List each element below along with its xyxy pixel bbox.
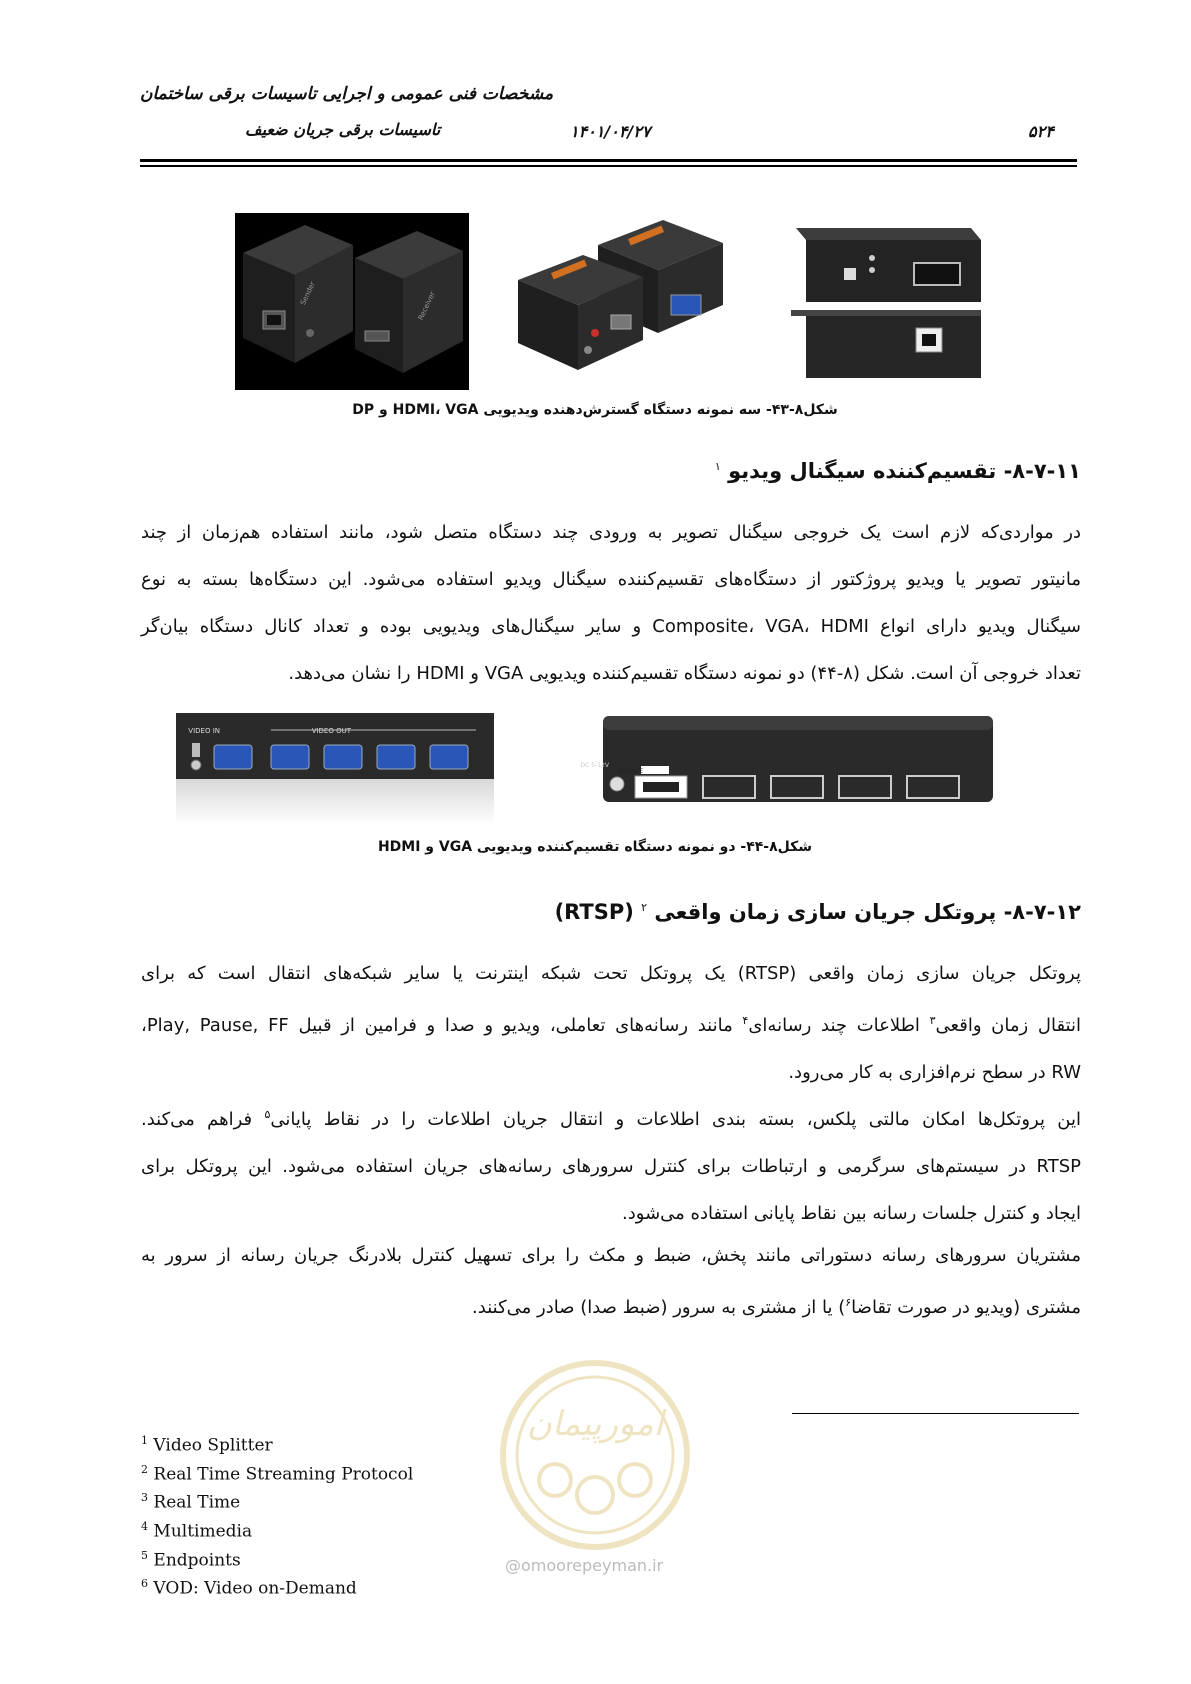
footnote-ref-6: ۶ <box>845 1296 852 1309</box>
section-12-p1-line-2-end: مانند رسانه‌های تعاملی، ویدیو و صدا و فرامین از قبیل Play, Pause, FF، <box>141 1015 743 1036</box>
section-12-p2-line-2: RTSP در سیستم‌های سرگرمی و ارتباطات برای کنترل سرورهای رسانه‌های جریان استفاده می‌شود. این پروتکل برای <box>141 1156 1081 1177</box>
section-12-paragraph-2 <box>141 1091 1081 1237</box>
footnote-ref-5: ۵ <box>264 1108 271 1121</box>
footnote-number: 4 <box>141 1519 148 1533</box>
vga-extender-image <box>513 215 735 390</box>
section-12-p2-line-1 <box>141 1091 1081 1143</box>
footnote-item <box>141 1544 413 1573</box>
footnote-number: 2 <box>141 1462 148 1476</box>
footnote-item <box>141 1458 413 1487</box>
header-date: ۱۴۰۱/۰۴/۲۷ <box>570 122 651 141</box>
section-12-heading <box>555 900 1081 924</box>
section-12-p1-line-1: پروتکل جریان سازی زمان واقعی (RTSP) یک پروتکل تحت شبکه اینترنت یا سایر شبکه‌های انتقال است که برای <box>141 963 1081 984</box>
section-11-footnote-ref: ۱ <box>714 460 721 473</box>
section-12-p1-line-2-start: انتقال زمان واقعی <box>935 1015 1082 1036</box>
section-11-line-1: در مواردی‌که لازم است یک خروجی سیگنال تصویر به ورودی چند دستگاه متصل شود، مانند استفاده هم‌زمان از چند <box>141 522 1081 543</box>
section-12-p3-line-2-end: ) یا از مشتری به سرور (ضبط صدا) صادر می‌کنند. <box>472 1297 846 1318</box>
watermark-site: @omoorepeyman.ir <box>505 1556 664 1575</box>
section-11-heading <box>715 459 1081 483</box>
figure-43-caption: شکل۸-۴۳- سه نمونه دستگاه گسترش‌دهنده ویدیویی HDMI، VGA و DP <box>352 402 838 418</box>
section-11-paragraph <box>141 509 1081 697</box>
section-12-paragraph-1 <box>141 950 1081 1096</box>
section-12-p2-line-1-end: فراهم می‌کند. <box>141 1109 265 1130</box>
footnote-item <box>141 1572 413 1601</box>
footnote-number: 3 <box>141 1491 148 1505</box>
footnote-number: 6 <box>141 1577 148 1591</box>
footnote-text: Multimedia <box>153 1521 253 1542</box>
section-12-heading-text: ۸-۷-۱۲- پروتکل جریان سازی زمان واقعی <box>654 900 1081 924</box>
section-12-paragraph-3 <box>141 1232 1081 1331</box>
section-11-line-4: تعداد خروجی آن است. شکل (۸-۴۴) دو نمونه دستگاه تقسیم‌کننده ویدیویی VGA و HDMI را نشان می‌دهد. <box>288 663 1081 684</box>
hdmi-splitter-image <box>580 712 995 810</box>
svg-text:Receiver: Receiver <box>416 290 437 322</box>
hdmi-splitter-label-source: SOURCE <box>618 768 643 775</box>
footnote-text: Video Splitter <box>153 1435 273 1456</box>
hdmi-extender-image <box>235 213 469 390</box>
book-title: مشخصات فنی عمومی و اجرایی تاسیسات برقی ساختمان <box>140 84 554 104</box>
vga-splitter-label-in: VIDEO IN <box>188 727 220 735</box>
section-12-p1-line-2 <box>141 997 1081 1049</box>
dp-extender-image <box>786 218 986 390</box>
footnote-rule <box>792 1413 1079 1414</box>
section-12-p2-line-3: ایجاد و کنترل جلسات رسانه بین نقاط پایانی استفاده می‌شود. <box>622 1203 1081 1224</box>
footnote-text: VOD: Video on-Demand <box>153 1578 357 1599</box>
vga-splitter-image <box>176 713 494 825</box>
footnote-text: Real Time <box>153 1492 241 1513</box>
footnotes <box>141 1429 413 1601</box>
footnote-ref-4: ۴ <box>742 1014 749 1027</box>
watermark-logo <box>490 1350 700 1580</box>
section-12-footnote-ref: ۲ <box>641 901 648 914</box>
page-number: ۵۲۴ <box>1028 122 1054 141</box>
section-12-p2-line-1-start: این پروتکل‌ها امکان مالتی پلکس، بسته بندی اطلاعات و انتقال جریان اطلاعات را در نقاط پایانی <box>270 1109 1081 1130</box>
watermark-logo-text: امورپیمان <box>526 1404 664 1444</box>
footnote-item <box>141 1486 413 1515</box>
section-11-line-2: مانیتور تصویر یا ویدیو پروژکتور از دستگاه‌های تقسیم‌کننده سیگنال ویدیو استفاده می‌شود. این دستگاه‌ها بسته به نوع <box>141 569 1081 590</box>
footnote-text: Endpoints <box>153 1550 241 1571</box>
footnote-number: 1 <box>141 1434 148 1447</box>
footnote-item <box>141 1515 413 1544</box>
section-12-p3-line-2-start: مشتری (ویدیو در صورت تقاضا <box>851 1297 1081 1318</box>
section-11-heading-text: ۸-۷-۱۱- تقسیم‌کننده سیگنال ویدیو <box>728 459 1081 483</box>
section-12-p1-line-2-mid: اطلاعات چند رسانه‌ای <box>748 1015 930 1036</box>
figure-44-caption: شکل۸-۴۴- دو نمونه دستگاه تقسیم‌کننده ویدیویی VGA و HDMI <box>377 839 813 855</box>
section-12-p3-line-2 <box>141 1279 1081 1331</box>
section-11-line-3: سیگنال ویدیو دارای انواع Composite، VGA، HDMI و سایر سیگنال‌های ویدیویی بوده و تعداد کانال دستگاه بیان‌گر <box>141 616 1081 637</box>
header-rule-thick <box>140 159 1077 162</box>
section-title: تاسیسات برقی جریان ضعیف <box>245 120 441 139</box>
footnote-ref-3: ۳ <box>929 1014 936 1027</box>
header-rule-thin <box>140 165 1077 167</box>
section-12-p1-line-3: RW در سطح نرم‌افزاری به کار می‌رود. <box>788 1062 1081 1083</box>
section-12-p3-line-1: مشتریان سرورهای رسانه دستوراتی مانند پخش، ضبط و مکث را برای تسهیل کنترل بلادرنگ جریان رسانه از سرور به <box>141 1245 1081 1266</box>
footnote-text: Real Time Streaming Protocol <box>153 1464 414 1485</box>
footnote-item <box>141 1429 413 1458</box>
hdmi-splitter-label-power: DC 5-12V <box>580 762 609 769</box>
footnote-number: 5 <box>141 1548 148 1562</box>
vga-splitter-label-out: VIDEO OUT <box>311 727 351 735</box>
section-12-heading-abbr: (RTSP) <box>554 900 634 924</box>
svg-text:Sender: Sender <box>299 280 317 307</box>
